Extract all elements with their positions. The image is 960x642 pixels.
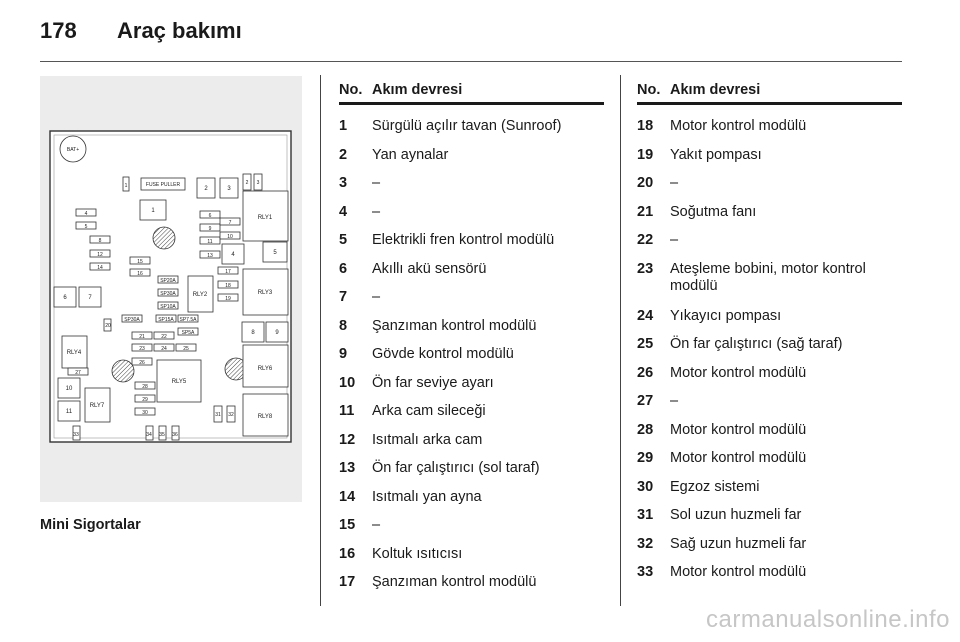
svg-text:12: 12 — [97, 252, 103, 258]
svg-text:SP7.5A: SP7.5A — [179, 317, 197, 323]
table-row — [339, 110, 604, 139]
table-row — [637, 167, 902, 196]
fuse-circuit: – — [372, 289, 381, 305]
fuse-circuit: Ateşleme bobini, motor kontrol modülü — [670, 260, 866, 294]
table-row — [339, 338, 604, 367]
fuse-number: 7 — [339, 289, 348, 305]
fuse-circuit: Motor kontrol modülü — [670, 421, 807, 438]
table-row — [339, 196, 604, 225]
svg-text:11: 11 — [65, 409, 73, 415]
svg-text:SP5A: SP5A — [181, 330, 195, 336]
table-row — [339, 224, 604, 253]
fuse-number: 30 — [637, 478, 654, 495]
fuse-circuit: Ön far çalıştırıcı (sol taraf) — [372, 460, 540, 476]
fuse-circuit: Isıtmalı yan ayna — [372, 488, 482, 505]
table-row — [339, 424, 604, 453]
table-row — [339, 566, 604, 595]
fuse-circuit: Egzoz sistemi — [670, 478, 760, 495]
table-row — [339, 367, 604, 396]
watermark: carmanualsonline.info — [706, 606, 950, 633]
svg-text:4: 4 — [84, 211, 88, 217]
svg-text:28: 28 — [142, 384, 148, 390]
svg-text:9: 9 — [275, 330, 279, 336]
svg-text:3: 3 — [256, 180, 260, 186]
svg-text:RLY1: RLY1 — [257, 215, 273, 221]
col-no-header: No. — [339, 82, 363, 98]
fuse-circuit: Akıllı akü sensörü — [372, 260, 487, 277]
column-divider-1 — [320, 75, 321, 606]
fuse-number: 1 — [339, 118, 348, 134]
table-row — [339, 139, 604, 168]
svg-text:26: 26 — [139, 360, 145, 366]
svg-text:20: 20 — [105, 323, 111, 329]
fuse-number: 6 — [339, 260, 348, 277]
page-number: 178 — [40, 18, 77, 43]
table-row — [637, 385, 902, 414]
svg-text:4: 4 — [231, 252, 235, 258]
table-row — [637, 224, 902, 253]
table-row — [637, 442, 902, 471]
svg-text:1: 1 — [151, 208, 155, 214]
svg-text:1: 1 — [124, 183, 128, 189]
table-row — [637, 300, 902, 329]
fuse-number: 26 — [637, 364, 654, 381]
svg-text:5: 5 — [84, 224, 88, 230]
table-row — [339, 167, 604, 196]
table-row — [637, 528, 902, 557]
col-no-header: No. — [637, 82, 661, 98]
fuse-circuit: Motor kontrol modülü — [670, 564, 807, 580]
svg-text:SP15A: SP15A — [158, 317, 174, 323]
table-row — [339, 310, 604, 339]
svg-text:27: 27 — [75, 370, 81, 376]
svg-text:10: 10 — [227, 234, 233, 240]
fuse-number: 12 — [339, 431, 356, 448]
svg-text:29: 29 — [142, 397, 148, 403]
fuse-table-right — [637, 80, 902, 585]
svg-text:25: 25 — [183, 346, 189, 352]
page-title: Araç bakımı — [117, 18, 242, 43]
table-row — [637, 328, 902, 357]
table-row — [339, 509, 604, 538]
fuse-circuit: Elektrikli fren kontrol modülü — [372, 232, 555, 248]
svg-text:SP20A: SP20A — [160, 278, 176, 284]
table-row — [637, 253, 902, 300]
svg-text:SP10A: SP10A — [160, 304, 176, 310]
svg-text:8: 8 — [251, 330, 255, 336]
fuse-number: 29 — [637, 450, 654, 466]
fuse-circuit: Şanzıman kontrol modülü — [372, 574, 537, 590]
svg-text:18: 18 — [225, 283, 231, 289]
fuse-number: 19 — [637, 146, 654, 163]
svg-text:34: 34 — [146, 432, 152, 438]
svg-text:RLY7: RLY7 — [89, 403, 105, 409]
fuse-circuit: – — [670, 393, 679, 409]
fuse-number: 32 — [637, 535, 654, 552]
svg-text:17: 17 — [225, 269, 231, 275]
table-row — [637, 357, 902, 386]
table-row — [637, 471, 902, 500]
svg-text:32: 32 — [228, 412, 234, 418]
svg-text:RLY8: RLY8 — [257, 414, 273, 420]
col-circuit-header: Akım devresi — [670, 82, 761, 98]
fuse-circuit: Şanzıman kontrol modülü — [372, 317, 537, 334]
fuse-circuit: – — [372, 517, 381, 533]
fuse-circuit: – — [372, 175, 381, 191]
svg-text:35: 35 — [159, 432, 165, 438]
fuse-number: 25 — [637, 336, 654, 352]
fuse-number: 4 — [339, 203, 348, 220]
fuse-number: 14 — [339, 488, 356, 505]
svg-text:5: 5 — [273, 250, 277, 256]
svg-text:6: 6 — [208, 213, 212, 219]
fuse-circuit: Sol uzun huzmeli far — [670, 507, 802, 523]
fuse-number: 8 — [339, 317, 348, 334]
fuse-number: 16 — [339, 545, 356, 562]
table-row — [637, 110, 902, 139]
svg-text:36: 36 — [172, 432, 178, 438]
svg-text:33: 33 — [73, 432, 79, 438]
svg-text:11: 11 — [207, 239, 213, 245]
fuse-circuit: – — [670, 175, 679, 191]
fuse-circuit: Isıtmalı arka cam — [372, 431, 483, 448]
svg-text:RLY5: RLY5 — [171, 379, 187, 385]
svg-text:24: 24 — [161, 346, 167, 352]
fuse-number: 23 — [637, 260, 654, 277]
fuse-number: 18 — [637, 118, 654, 134]
svg-text:2: 2 — [204, 186, 208, 192]
fuse-circuit: Yakıt pompası — [670, 146, 762, 163]
fuse-number: 5 — [339, 232, 348, 248]
table-row — [339, 253, 604, 282]
svg-text:21: 21 — [139, 334, 145, 340]
svg-text:RLY4: RLY4 — [66, 350, 82, 356]
fuse-number: 33 — [637, 564, 654, 580]
table-header — [637, 80, 902, 105]
table-header — [339, 80, 604, 105]
fuse-circuit: Koltuk ısıtıcısı — [372, 545, 463, 562]
table-row — [637, 499, 902, 528]
fuse-number: 15 — [339, 517, 356, 533]
svg-text:23: 23 — [139, 346, 145, 352]
fuse-circuit: Sağ uzun huzmeli far — [670, 535, 807, 552]
fuse-circuit: – — [670, 232, 679, 248]
fuse-number: 9 — [339, 346, 348, 362]
fuse-number: 24 — [637, 307, 654, 324]
svg-text:RLY2: RLY2 — [192, 292, 208, 298]
svg-text:SP30A: SP30A — [160, 291, 176, 297]
fuse-circuit: Motor kontrol modülü — [670, 364, 807, 381]
table-row — [339, 395, 604, 424]
svg-text:14: 14 — [97, 265, 103, 271]
diagram-caption: Mini Sigortalar — [40, 517, 141, 533]
table-row — [339, 452, 604, 481]
svg-text:7: 7 — [228, 220, 232, 226]
fuse-number: 17 — [339, 574, 356, 590]
table-row — [339, 281, 604, 310]
fuse-circuit: Motor kontrol modülü — [670, 450, 807, 466]
fuse-box-drawing — [40, 76, 302, 502]
svg-text:7: 7 — [88, 295, 92, 301]
fuse-number: 21 — [637, 203, 654, 220]
svg-text:13: 13 — [207, 253, 213, 259]
svg-text:FUSE PULLER: FUSE PULLER — [145, 182, 181, 188]
fuse-number: 27 — [637, 393, 654, 409]
fuse-number: 11 — [339, 403, 355, 419]
svg-text:31: 31 — [215, 412, 221, 418]
fuse-number: 31 — [637, 507, 654, 523]
table-row — [637, 139, 902, 168]
fuse-circuit: Arka cam sileceği — [372, 403, 486, 419]
fuse-circuit: Yıkayıcı pompası — [670, 307, 782, 324]
fuse-table-left — [339, 80, 604, 595]
fuse-circuit: Yan aynalar — [372, 146, 449, 163]
fuse-circuit: Soğutma fanı — [670, 203, 757, 220]
fuse-number: 28 — [637, 421, 654, 438]
fuse-number: 22 — [637, 232, 654, 248]
fuse-circuit: Ön far seviye ayarı — [372, 374, 494, 391]
svg-text:RLY6: RLY6 — [257, 366, 273, 372]
header-rule — [40, 61, 902, 62]
fuse-circuit: Sürgülü açılır tavan (Sunroof) — [372, 118, 562, 134]
fuse-box-diagram — [40, 76, 302, 502]
bat-label: BAT+ — [66, 147, 80, 153]
svg-text:SP30A: SP30A — [124, 317, 140, 323]
table-row — [637, 414, 902, 443]
fuse-number: 13 — [339, 460, 356, 476]
fuse-circuit: Ön far çalıştırıcı (sağ taraf) — [670, 336, 843, 352]
fuse-number: 3 — [339, 175, 348, 191]
svg-text:10: 10 — [65, 386, 73, 392]
svg-text:8: 8 — [98, 238, 102, 244]
svg-text:RLY3: RLY3 — [257, 290, 273, 296]
fuse-number: 2 — [339, 146, 348, 163]
battery-terminal — [60, 136, 86, 162]
svg-text:30: 30 — [142, 410, 148, 416]
table-row — [339, 538, 604, 567]
fuse-number: 20 — [637, 175, 654, 191]
svg-text:2: 2 — [245, 180, 249, 186]
svg-text:9: 9 — [208, 226, 212, 232]
col-circuit-header: Akım devresi — [372, 82, 463, 98]
table-row — [637, 556, 902, 585]
svg-text:6: 6 — [63, 295, 67, 301]
column-divider-2 — [620, 75, 621, 606]
svg-text:22: 22 — [161, 334, 167, 340]
fuse-circuit: Motor kontrol modülü — [670, 118, 807, 134]
svg-text:15: 15 — [137, 259, 143, 265]
table-row — [637, 196, 902, 225]
svg-text:3: 3 — [227, 186, 231, 192]
svg-text:16: 16 — [137, 271, 143, 277]
fuse-circuit: – — [372, 203, 381, 220]
fuse-circuit: Gövde kontrol modülü — [372, 346, 514, 362]
fuse-number: 10 — [339, 374, 356, 391]
table-row — [339, 481, 604, 510]
svg-text:19: 19 — [225, 296, 231, 302]
